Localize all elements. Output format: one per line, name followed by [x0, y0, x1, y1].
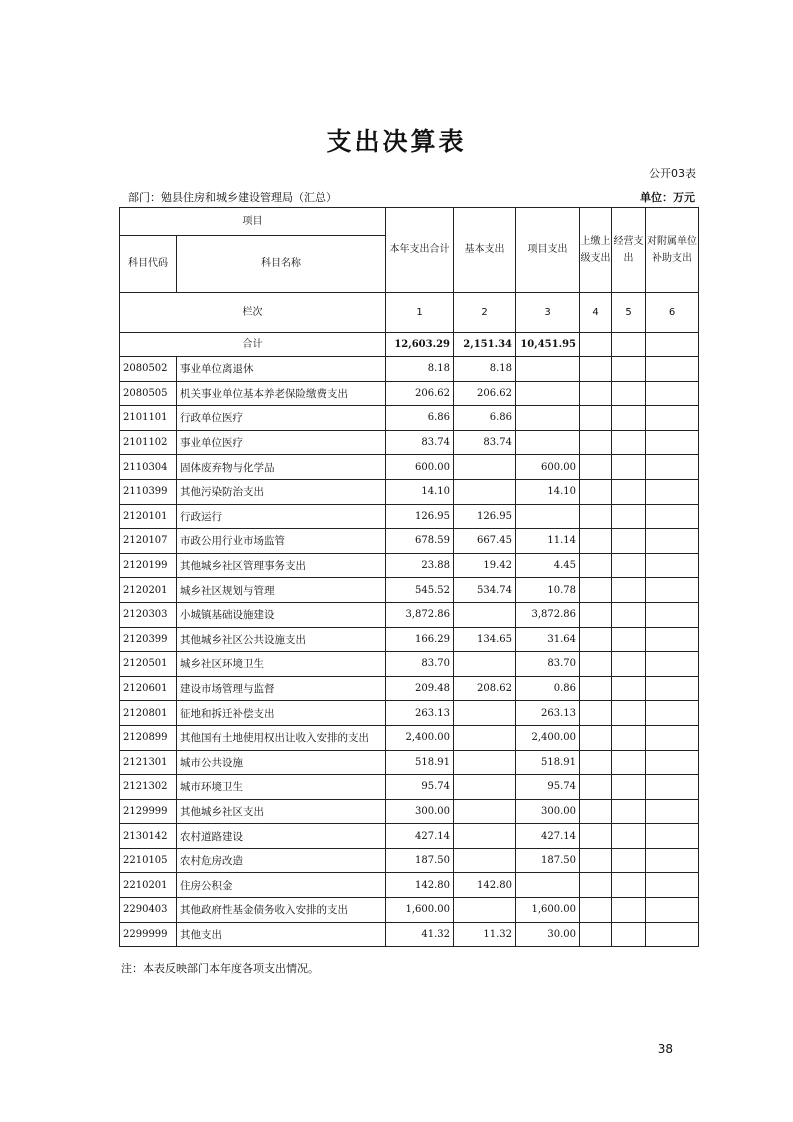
- subject-name: 事业单位离退休: [177, 357, 386, 382]
- subject-name: 城市环境卫生: [177, 775, 386, 800]
- amount-remit: [580, 873, 612, 898]
- empty-cell: [580, 333, 612, 357]
- subject-code: 2120303: [120, 602, 177, 627]
- amount-business: [612, 430, 646, 455]
- table-row: [120, 824, 699, 849]
- amount-business: [612, 627, 646, 652]
- table-row: [120, 504, 699, 529]
- amount-basic: 19.42: [454, 553, 516, 578]
- amount-business: [612, 799, 646, 824]
- table-row: [120, 602, 699, 627]
- table-row: [120, 676, 699, 701]
- amount-remit: [580, 922, 612, 947]
- total-basic: 2,151.34: [454, 333, 516, 357]
- table-row: [120, 578, 699, 603]
- subject-name: 农村危房改造: [177, 848, 386, 873]
- subject-name: 市政公用行业市场监管: [177, 529, 386, 554]
- amount-basic: 534.74: [454, 578, 516, 603]
- header-basic: 基本支出: [454, 208, 516, 293]
- amount-total: 678.59: [386, 529, 454, 554]
- amount-subsidy: [646, 553, 699, 578]
- amount-total: 83.70: [386, 652, 454, 677]
- amount-total: 126.95: [386, 504, 454, 529]
- subject-code: 2120601: [120, 676, 177, 701]
- subject-code: 2110304: [120, 455, 177, 480]
- subject-code: 2101101: [120, 406, 177, 431]
- amount-remit: [580, 824, 612, 849]
- subject-name: 小城镇基础设施建设: [177, 602, 386, 627]
- table-row: [120, 775, 699, 800]
- amount-total: 83.74: [386, 430, 454, 455]
- table-row: [120, 873, 699, 898]
- subject-name: 征地和拆迁补偿支出: [177, 701, 386, 726]
- amount-business: [612, 873, 646, 898]
- amount-basic: [454, 652, 516, 677]
- subject-name: 其他政府性基金债务收入安排的支出: [177, 898, 386, 923]
- amount-business: [612, 406, 646, 431]
- amount-basic: [454, 848, 516, 873]
- amount-project: 83.70: [516, 652, 580, 677]
- amount-project: 10.78: [516, 578, 580, 603]
- subject-code: 2121301: [120, 750, 177, 775]
- subject-code: 2120199: [120, 553, 177, 578]
- amount-basic: 8.18: [454, 357, 516, 382]
- header-code: 科目代码: [120, 236, 177, 293]
- amount-business: [612, 922, 646, 947]
- amount-business: [612, 578, 646, 603]
- amount-project: [516, 357, 580, 382]
- expenditure-table: [119, 207, 699, 947]
- col-number: 6: [646, 293, 699, 333]
- amount-remit: [580, 357, 612, 382]
- amount-total: 206.62: [386, 381, 454, 406]
- subject-code: 2299999: [120, 922, 177, 947]
- amount-business: [612, 652, 646, 677]
- amount-subsidy: [646, 848, 699, 873]
- amount-subsidy: [646, 725, 699, 750]
- amount-subsidy: [646, 430, 699, 455]
- amount-remit: [580, 602, 612, 627]
- subject-code: 2101102: [120, 430, 177, 455]
- header-remit: 上缴上级支出: [580, 208, 612, 293]
- amount-project: 187.50: [516, 848, 580, 873]
- subject-code: 2120801: [120, 701, 177, 726]
- subject-name: 其他城乡社区公共设施支出: [177, 627, 386, 652]
- amount-subsidy: [646, 750, 699, 775]
- amount-business: [612, 479, 646, 504]
- amount-total: 23.88: [386, 553, 454, 578]
- amount-remit: [580, 578, 612, 603]
- total-amount: 12,603.29: [386, 333, 454, 357]
- amount-total: 142.80: [386, 873, 454, 898]
- amount-basic: [454, 479, 516, 504]
- amount-total: 209.48: [386, 676, 454, 701]
- table-row: [120, 430, 699, 455]
- table-row: [120, 848, 699, 873]
- amount-total: 545.52: [386, 578, 454, 603]
- subject-name: 其他污染防治支出: [177, 479, 386, 504]
- amount-remit: [580, 701, 612, 726]
- subject-name: 农村道路建设: [177, 824, 386, 849]
- amount-total: 8.18: [386, 357, 454, 382]
- amount-basic: 6.86: [454, 406, 516, 431]
- table-row: [120, 357, 699, 382]
- unit-label: 单位：万元: [640, 191, 695, 204]
- subject-name: 固体废弃物与化学品: [177, 455, 386, 480]
- amount-basic: [454, 750, 516, 775]
- amount-total: 263.13: [386, 701, 454, 726]
- subject-code: 2120101: [120, 504, 177, 529]
- amount-remit: [580, 529, 612, 554]
- subject-code: 2121302: [120, 775, 177, 800]
- header-project: 项目支出: [516, 208, 580, 293]
- col-number: 2: [454, 293, 516, 333]
- amount-subsidy: [646, 627, 699, 652]
- table-row: [120, 799, 699, 824]
- amount-remit: [580, 455, 612, 480]
- amount-project: 31.64: [516, 627, 580, 652]
- amount-subsidy: [646, 578, 699, 603]
- amount-remit: [580, 898, 612, 923]
- header-subsidy: 对附属单位补助支出: [646, 208, 699, 293]
- amount-basic: [454, 455, 516, 480]
- subject-name: 建设市场管理与监督: [177, 676, 386, 701]
- amount-basic: [454, 799, 516, 824]
- amount-project: 2,400.00: [516, 725, 580, 750]
- amount-total: 600.00: [386, 455, 454, 480]
- subject-name: 行政运行: [177, 504, 386, 529]
- amount-project: 3,872.86: [516, 602, 580, 627]
- amount-project: 300.00: [516, 799, 580, 824]
- subject-code: 2080502: [120, 357, 177, 382]
- amount-remit: [580, 504, 612, 529]
- table-row: [120, 553, 699, 578]
- page-title: 支出决算表: [326, 127, 467, 156]
- col-number: 5: [612, 293, 646, 333]
- form-number: 公开03表: [649, 167, 696, 180]
- amount-project: 4.45: [516, 553, 580, 578]
- footnote: 注：本表反映部门本年度各项支出情况。: [121, 962, 319, 975]
- table-row: [120, 627, 699, 652]
- amount-subsidy: [646, 922, 699, 947]
- table-row: [120, 652, 699, 677]
- amount-project: 263.13: [516, 701, 580, 726]
- amount-business: [612, 898, 646, 923]
- amount-remit: [580, 479, 612, 504]
- amount-total: 14.10: [386, 479, 454, 504]
- amount-business: [612, 725, 646, 750]
- amount-project: [516, 504, 580, 529]
- amount-business: [612, 504, 646, 529]
- amount-business: [612, 602, 646, 627]
- amount-remit: [580, 750, 612, 775]
- amount-business: [612, 750, 646, 775]
- amount-project: 30.00: [516, 922, 580, 947]
- amount-basic: 11.32: [454, 922, 516, 947]
- amount-basic: 126.95: [454, 504, 516, 529]
- amount-project: 14.10: [516, 479, 580, 504]
- amount-business: [612, 357, 646, 382]
- amount-basic: [454, 602, 516, 627]
- amount-subsidy: [646, 701, 699, 726]
- table-row: [120, 381, 699, 406]
- amount-total: 3,872.86: [386, 602, 454, 627]
- amount-remit: [580, 652, 612, 677]
- table-row: [120, 750, 699, 775]
- amount-subsidy: [646, 455, 699, 480]
- subject-code: 2120501: [120, 652, 177, 677]
- amount-basic: 83.74: [454, 430, 516, 455]
- total-row: [120, 333, 699, 357]
- subject-code: 2130142: [120, 824, 177, 849]
- subject-code: 2210201: [120, 873, 177, 898]
- header-item: 项目: [120, 208, 386, 236]
- empty-cell: [646, 333, 699, 357]
- amount-subsidy: [646, 873, 699, 898]
- amount-basic: 142.80: [454, 873, 516, 898]
- amount-subsidy: [646, 824, 699, 849]
- subject-code: 2290403: [120, 898, 177, 923]
- amount-basic: [454, 898, 516, 923]
- header-name: 科目名称: [177, 236, 386, 293]
- amount-business: [612, 529, 646, 554]
- amount-project: [516, 873, 580, 898]
- amount-project: 0.86: [516, 676, 580, 701]
- amount-remit: [580, 406, 612, 431]
- amount-project: 427.14: [516, 824, 580, 849]
- amount-basic: 208.62: [454, 676, 516, 701]
- amount-business: [612, 455, 646, 480]
- amount-total: 166.29: [386, 627, 454, 652]
- amount-total: 2,400.00: [386, 725, 454, 750]
- amount-basic: [454, 701, 516, 726]
- amount-remit: [580, 430, 612, 455]
- subject-name: 城乡社区规划与管理: [177, 578, 386, 603]
- amount-total: 187.50: [386, 848, 454, 873]
- amount-basic: 134.65: [454, 627, 516, 652]
- amount-business: [612, 701, 646, 726]
- amount-subsidy: [646, 775, 699, 800]
- subject-name: 事业单位医疗: [177, 430, 386, 455]
- subject-code: 2080505: [120, 381, 177, 406]
- amount-project: 518.91: [516, 750, 580, 775]
- amount-project: [516, 381, 580, 406]
- subject-code: 2120899: [120, 725, 177, 750]
- amount-total: 427.14: [386, 824, 454, 849]
- amount-subsidy: [646, 529, 699, 554]
- subject-code: 2210105: [120, 848, 177, 873]
- amount-project: [516, 430, 580, 455]
- amount-remit: [580, 553, 612, 578]
- subject-name: 其他支出: [177, 922, 386, 947]
- header-total: 本年支出合计: [386, 208, 454, 293]
- department-label: 部门：勉县住房和城乡建设管理局（汇总）: [128, 191, 337, 204]
- amount-total: 1,600.00: [386, 898, 454, 923]
- amount-remit: [580, 676, 612, 701]
- subject-code: 2129999: [120, 799, 177, 824]
- table-row: [120, 479, 699, 504]
- subject-name: 行政单位医疗: [177, 406, 386, 431]
- amount-subsidy: [646, 676, 699, 701]
- amount-subsidy: [646, 652, 699, 677]
- amount-total: 6.86: [386, 406, 454, 431]
- table-row: [120, 725, 699, 750]
- amount-total: 95.74: [386, 775, 454, 800]
- amount-basic: 206.62: [454, 381, 516, 406]
- empty-cell: [612, 333, 646, 357]
- amount-project: [516, 406, 580, 431]
- amount-subsidy: [646, 479, 699, 504]
- row-label: 栏次: [120, 293, 386, 333]
- amount-project: 11.14: [516, 529, 580, 554]
- amount-total: 300.00: [386, 799, 454, 824]
- amount-remit: [580, 775, 612, 800]
- amount-business: [612, 848, 646, 873]
- subject-code: 2120107: [120, 529, 177, 554]
- amount-total: 41.32: [386, 922, 454, 947]
- amount-project: 600.00: [516, 455, 580, 480]
- subject-code: 2120399: [120, 627, 177, 652]
- amount-subsidy: [646, 381, 699, 406]
- amount-remit: [580, 725, 612, 750]
- subject-name: 其他城乡社区管理事务支出: [177, 553, 386, 578]
- amount-business: [612, 381, 646, 406]
- amount-business: [612, 553, 646, 578]
- table-row: [120, 406, 699, 431]
- amount-basic: [454, 725, 516, 750]
- col-number: 3: [516, 293, 580, 333]
- amount-remit: [580, 627, 612, 652]
- col-number: 4: [580, 293, 612, 333]
- amount-subsidy: [646, 406, 699, 431]
- amount-subsidy: [646, 504, 699, 529]
- total-label: 合计: [120, 333, 386, 357]
- subject-code: 2110399: [120, 479, 177, 504]
- amount-business: [612, 676, 646, 701]
- subject-name: 城市公共设施: [177, 750, 386, 775]
- header-business: 经营支出: [612, 208, 646, 293]
- subject-name: 其他国有土地使用权出让收入安排的支出: [177, 725, 386, 750]
- table-row: [120, 455, 699, 480]
- table-row: [120, 529, 699, 554]
- table-row: [120, 701, 699, 726]
- amount-basic: [454, 775, 516, 800]
- amount-remit: [580, 799, 612, 824]
- subject-code: 2120201: [120, 578, 177, 603]
- table-row: [120, 922, 699, 947]
- amount-project: 95.74: [516, 775, 580, 800]
- amount-business: [612, 824, 646, 849]
- amount-remit: [580, 848, 612, 873]
- amount-subsidy: [646, 357, 699, 382]
- amount-subsidy: [646, 898, 699, 923]
- amount-business: [612, 775, 646, 800]
- amount-remit: [580, 381, 612, 406]
- subject-name: 其他城乡社区支出: [177, 799, 386, 824]
- amount-subsidy: [646, 799, 699, 824]
- subject-name: 机关事业单位基本养老保险缴费支出: [177, 381, 386, 406]
- col-number: 1: [386, 293, 454, 333]
- total-project: 10,451.95: [516, 333, 580, 357]
- amount-basic: [454, 824, 516, 849]
- amount-project: 1,600.00: [516, 898, 580, 923]
- subject-name: 城乡社区环境卫生: [177, 652, 386, 677]
- amount-subsidy: [646, 602, 699, 627]
- table-row: [120, 898, 699, 923]
- amount-basic: 667.45: [454, 529, 516, 554]
- amount-total: 518.91: [386, 750, 454, 775]
- subject-name: 住房公积金: [177, 873, 386, 898]
- page-number: 38: [657, 1042, 673, 1056]
